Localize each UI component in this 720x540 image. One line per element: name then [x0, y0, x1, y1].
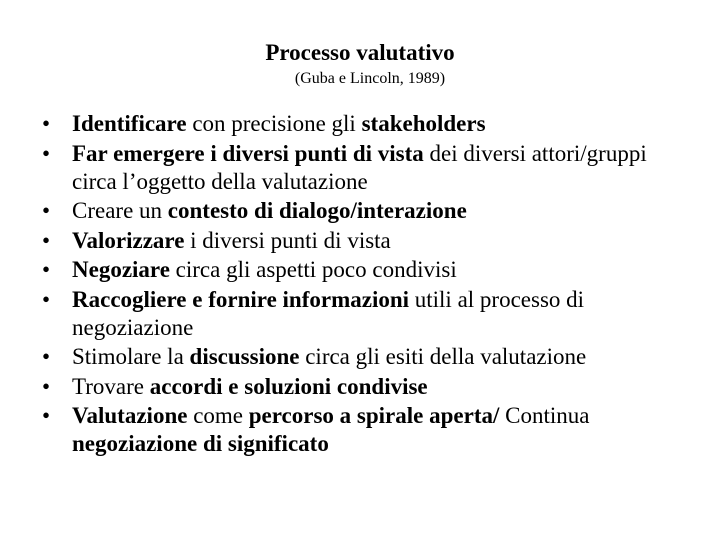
bullet-text: circa gli esiti della valutazione: [299, 344, 587, 369]
bullet-text: Creare un: [72, 198, 168, 223]
bullet-text-bold: contesto di dialogo/interazione: [167, 198, 467, 223]
slide-subtitle: (Guba e Lincoln, 1989): [294, 70, 446, 87]
bullet-text-bold: Valutazione: [72, 403, 188, 428]
bullet-item: [42, 402, 682, 458]
bullet-dot-icon: •: [42, 344, 51, 369]
bullet-item: [42, 197, 682, 225]
bullet-text: con precisione gli: [186, 111, 362, 136]
bullet-item: [42, 140, 682, 196]
bullet-item: [42, 110, 682, 138]
bullet-text-bold: percorso a spirale aperta/: [248, 403, 500, 428]
bullet-dot-icon: •: [42, 140, 51, 166]
bullet-item: [42, 286, 682, 342]
bullet-text: circa gli aspetti poco condivisi: [169, 257, 457, 282]
bullet-item: [42, 373, 682, 401]
bullet-text: come: [187, 403, 249, 428]
bullet-dot-icon: •: [42, 373, 51, 399]
bullet-text: Stimolare la: [72, 344, 190, 369]
bullet-dot-icon: •: [42, 403, 51, 428]
bullet-item: [42, 256, 682, 284]
bullet-item: [42, 227, 682, 255]
bullet-text: Continua: [499, 403, 590, 428]
bullet-text-bold: Far emergere i diversi punti di vista: [72, 140, 424, 166]
bullet-text-bold: Identificare: [72, 111, 187, 136]
bullet-dot-icon: •: [42, 286, 51, 312]
bullet-text-bold: negoziazione di significato: [72, 431, 329, 456]
bullet-text-bold: discussione: [189, 344, 300, 369]
bullet-text-bold: Negoziare: [72, 257, 170, 282]
bullet-dot-icon: •: [42, 257, 51, 282]
bullet-text: dei diversi attori/gruppi circa l’oggetto della valutazione: [72, 140, 647, 194]
bullet-text: i diversi punti di vista: [184, 227, 391, 253]
bullet-text-bold: stakeholders: [361, 111, 486, 136]
bullet-text-bold: accordi e soluzioni condivise: [149, 373, 428, 399]
slide-title: Processo valutativo: [265, 40, 455, 65]
bullet-dot-icon: •: [42, 198, 51, 223]
bullet-text-bold: Valorizzare: [72, 227, 185, 253]
bullet-item: [42, 343, 682, 371]
bullet-text: utili al processo di negoziazione: [72, 286, 585, 340]
bullet-text: Trovare: [72, 373, 150, 399]
bullet-list: [42, 110, 682, 460]
bullet-dot-icon: •: [42, 227, 51, 253]
bullet-text-bold: Raccogliere e fornire informazioni: [72, 286, 410, 312]
bullet-dot-icon: •: [42, 111, 51, 136]
